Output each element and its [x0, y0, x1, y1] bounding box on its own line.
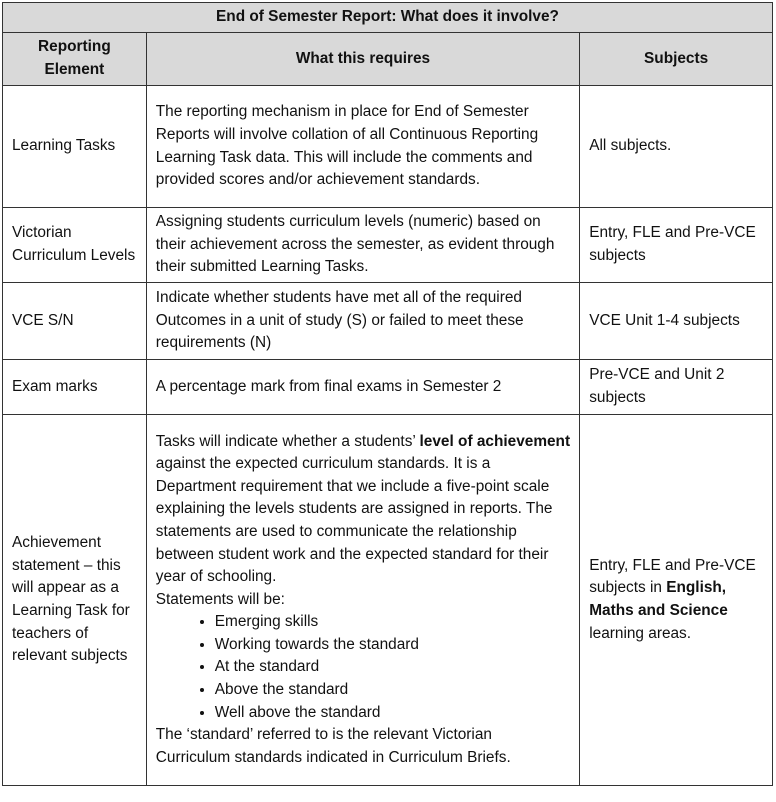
list-item: • Working towards the standard [215, 634, 570, 657]
row-subjects: Entry, FLE and Pre-VCE subjects [580, 208, 773, 283]
row-element: Victorian Curriculum Levels [3, 208, 147, 283]
row-element: Achievement statement – this will appear as a Learning Task for teachers of relevant subjects [3, 415, 147, 786]
row-requires: The reporting mechanism in place for End of Semester Reports will involve collation of all Continuous Reporting Learning Task data. This will include the comments and provided scores and/or achievement standards. [146, 86, 579, 208]
requires-outro: The ‘standard’ referred to is the relevant Victorian Curriculum standards indicated in Curriculum Briefs. [155, 726, 511, 766]
table-row [3, 360, 773, 415]
table-row [3, 283, 773, 360]
header-reporting-element: Reporting Element [3, 33, 147, 86]
header-subjects: Subjects [580, 33, 773, 86]
row-subjects: All subjects. [580, 86, 773, 208]
row-element: Learning Tasks [3, 86, 147, 208]
row-requires: Assigning students curriculum levels (numeric) based on their achievement across the semester, as evident through their submitted Learning Tasks. [146, 208, 579, 283]
subjects-text: Entry, FLE and Pre-VCE subjects in [589, 556, 756, 597]
row-subjects: VCE Unit 1-4 subjects [580, 283, 773, 360]
list-item: • Above the standard [215, 679, 570, 702]
row-requires: Indicate whether students have met all of the required Outcomes in a unit of study (S) or failed to meet these requirements (N) [146, 283, 579, 360]
row-subjects [580, 415, 773, 786]
requires-intro: Tasks will indicate whether a students’ [155, 432, 420, 450]
row-requires: A percentage mark from final exams in Semester 2 [146, 360, 579, 415]
list-item: • At the standard [215, 656, 570, 679]
list-item: • Emerging skills [215, 611, 570, 634]
subjects-text-rest: learning areas. [589, 624, 692, 642]
requires-bold: level of achievement [419, 432, 571, 450]
row-element: VCE S/N [3, 283, 147, 360]
table-row [3, 208, 773, 283]
title-row [3, 3, 773, 33]
row-subjects: Pre-VCE and Unit 2 subjects [580, 360, 773, 415]
header-what-this-requires: What this requires [146, 33, 579, 86]
table-title: End of Semester Report: What does it involve? [3, 3, 773, 33]
row-element: Exam marks [3, 360, 147, 415]
table-row [3, 415, 773, 786]
header-row [3, 33, 773, 86]
subjects-bold: English, Maths and Science [589, 579, 728, 619]
row-requires [146, 415, 579, 786]
statements-list [156, 611, 570, 724]
table-row [3, 86, 773, 208]
report-table [2, 2, 773, 786]
list-item: • Well above the standard [215, 702, 570, 725]
requires-intro-rest: against the expected curriculum standards. It is a Department requirement that we include a five-point scale explaining the levels students are assigned in reports. The statements are used to communicate the relationship between student work and the expected standard for their year of schooling. [155, 455, 553, 586]
statements-label: Statements will be: [155, 590, 285, 608]
